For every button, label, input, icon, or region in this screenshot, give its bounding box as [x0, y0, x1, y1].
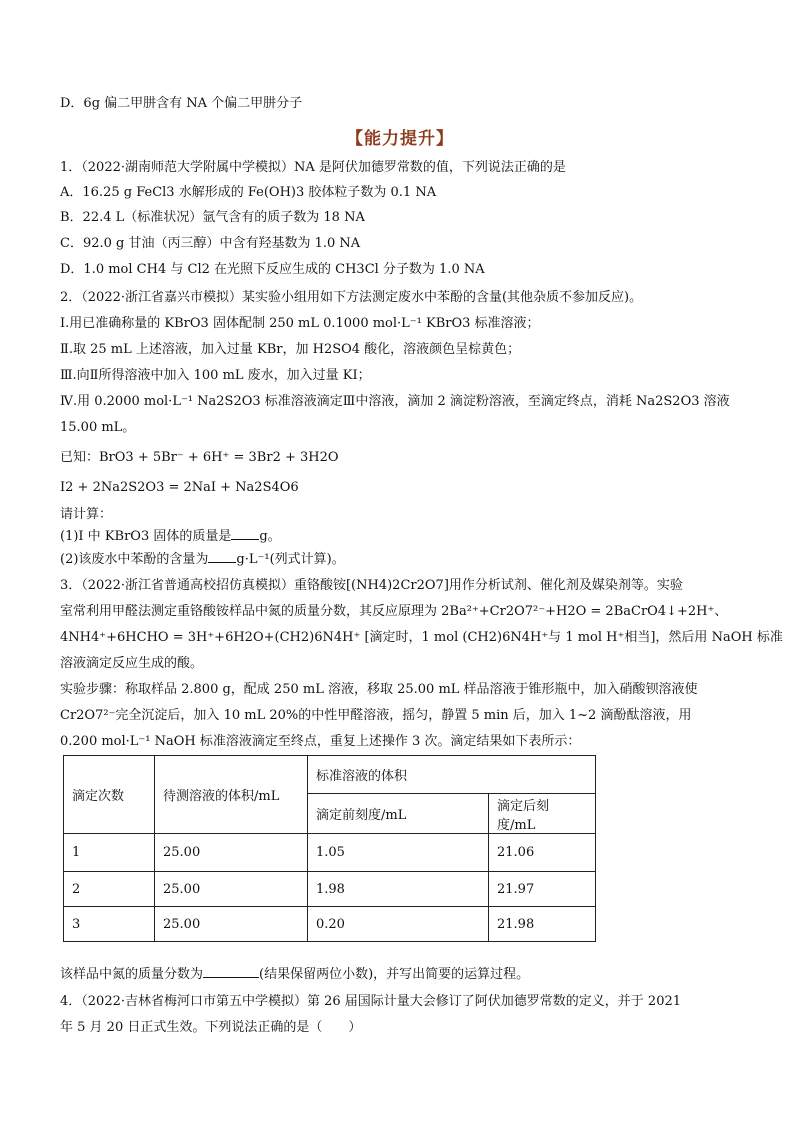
header-before: 滴定前刻度/mL	[308, 794, 489, 834]
cell-count: 3	[64, 907, 155, 942]
q2-sub2-blank	[208, 562, 236, 563]
q2-step1: Ⅰ.用已准确称量的 KBrO3 固体配制 250 mL 0.1000 mol·L⁻¹ KBrO3 标准溶液；	[60, 316, 540, 331]
q2-step4-cont: 15.00 mL。	[60, 420, 136, 435]
cell-volume: 25.00	[155, 834, 308, 872]
q1-option-b: B．22.4 L（标准状况）氩气含有的质子数为 18 NA	[60, 210, 365, 225]
q2-sub2	[60, 552, 345, 568]
q4-line2: 年 5 月 20 日正式生效。下列说法正确的是（ ）	[60, 1020, 362, 1035]
q2-sub2-text: (2)该废水中苯酚的含量为	[60, 552, 209, 567]
q3-line7: 0.200 mol·L⁻¹ NaOH 标准溶液滴定至终点，重复上述操作 3 次。滴定结果如下表所示：	[60, 734, 581, 749]
q3-line4: 溶液滴定反应生成的酸。	[60, 656, 204, 671]
option-d-top: D．6g 偏二甲肼含有 NA 个偏二甲肼分子	[60, 96, 303, 111]
q3-line1: 3．（2022·浙江省普通高校招仿真模拟）重铬酸铵[(NH4)2Cr2O7]用作分析试剂、催化剂及媒染剂等。实验	[60, 578, 683, 593]
q2-sub1-unit: g。	[259, 529, 281, 544]
header-after: 滴定后刻度/mL	[489, 794, 596, 834]
q2-sub1-blank	[231, 539, 259, 540]
table-row	[64, 872, 596, 907]
cell-before: 1.05	[308, 834, 489, 872]
table-row	[64, 834, 596, 872]
q3-question-rest: (结果保留两位小数)，并写出简要的运算过程。	[259, 967, 530, 982]
header-standard-volume: 标准溶液的体积	[308, 756, 596, 794]
q2-stem: 2．（2022·浙江省嘉兴市模拟）某实验小组用如下方法测定废水中苯酚的含量(其他杂质不参加反应)。	[60, 290, 643, 305]
cell-count: 2	[64, 872, 155, 907]
q2-sub1-text: (1)Ⅰ 中 KBrO3 固体的质量是	[60, 529, 232, 544]
cell-volume: 25.00	[155, 872, 308, 907]
q2-known-eq2: I2 + 2Na2S2O3 = 2NaI + Na2S4O6	[60, 480, 299, 495]
q2-sub1	[60, 529, 281, 545]
q4-line1: 4．（2022·吉林省梅河口市第五中学模拟）第 26 届国际计量大会修订了阿伏加德罗常数的定义，并于 2021	[60, 994, 682, 1009]
q3-answer-blank	[203, 977, 259, 978]
q3-line6: Cr2O7²⁻完全沉淀后，加入 10 mL 20%的中性甲醛溶液，摇匀，静置 5 min 后，加入 1~2 滴酚酞溶液，用	[60, 708, 692, 723]
q2-known-eq1: 已知：BrO3 + 5Br⁻ + 6H⁺ = 3Br2 + 3H2O	[60, 450, 339, 465]
cell-before: 0.20	[308, 907, 489, 942]
q3-question-text: 该样品中氮的质量分数为	[60, 967, 204, 982]
q2-step3: Ⅲ.向Ⅱ所得溶液中加入 100 mL 废水，加入过量 KI；	[60, 368, 371, 383]
cell-after: 21.98	[489, 907, 596, 942]
cell-after: 21.06	[489, 834, 596, 872]
q2-sub2-unit: g·L⁻¹(列式计算)。	[236, 552, 345, 567]
q2-step2: Ⅱ.取 25 mL 上述溶液，加入过量 KBr，加 H2SO4 酸化，溶液颜色呈棕黄色；	[60, 342, 521, 357]
cell-before: 1.98	[308, 872, 489, 907]
header-count: 滴定次数	[64, 756, 155, 834]
q3-line2: 室常利用甲醛法测定重铬酸铵样品中氮的质量分数，其反应原理为 2Ba²⁺+Cr2O7²⁻+H2O = 2BaCrO4↓+2H⁺、	[60, 604, 728, 619]
q1-stem: 1．（2022·湖南师范大学附属中学模拟）NA 是阿伏加德罗常数的值，下列说法正确的是	[60, 160, 566, 175]
section-title: 【能力提升】	[346, 129, 454, 149]
table-row	[64, 907, 596, 942]
header-volume: 待测溶液的体积/mL	[155, 756, 308, 834]
q2-step4: Ⅳ.用 0.2000 mol·L⁻¹ Na2S2O3 标准溶液滴定Ⅲ中溶液，滴加 2 滴淀粉溶液，至滴定终点，消耗 Na2S2O3 溶液	[60, 394, 730, 409]
q1-option-a: A．16.25 g FeCl3 水解形成的 Fe(OH)3 胶体粒子数为 0.1 NA	[60, 185, 437, 200]
cell-count: 1	[64, 834, 155, 872]
q3-line3: 4NH4⁺+6HCHO = 3H⁺+6H2O+(CH2)6N4H⁺ [滴定时，1 mol (CH2)6N4H⁺与 1 mol H⁺相当]，然后用 NaOH 标准	[60, 630, 783, 645]
q1-option-d: D．1.0 mol CH4 与 Cl2 在光照下反应生成的 CH3Cl 分子数为 1.0 NA	[60, 262, 485, 277]
titration-table	[63, 755, 596, 942]
q3-question	[60, 967, 529, 983]
q1-option-c: C．92.0 g 甘油（丙三醇）中含有羟基数为 1.0 NA	[60, 236, 361, 251]
q3-line5: 实验步骤：称取样品 2.800 g，配成 250 mL 溶液，移取 25.00 mL 样品溶液于锥形瓶中，加入硝酸钡溶液使	[60, 682, 698, 697]
cell-volume: 25.00	[155, 907, 308, 942]
cell-after: 21.97	[489, 872, 596, 907]
q2-calc: 请计算：	[60, 507, 113, 522]
